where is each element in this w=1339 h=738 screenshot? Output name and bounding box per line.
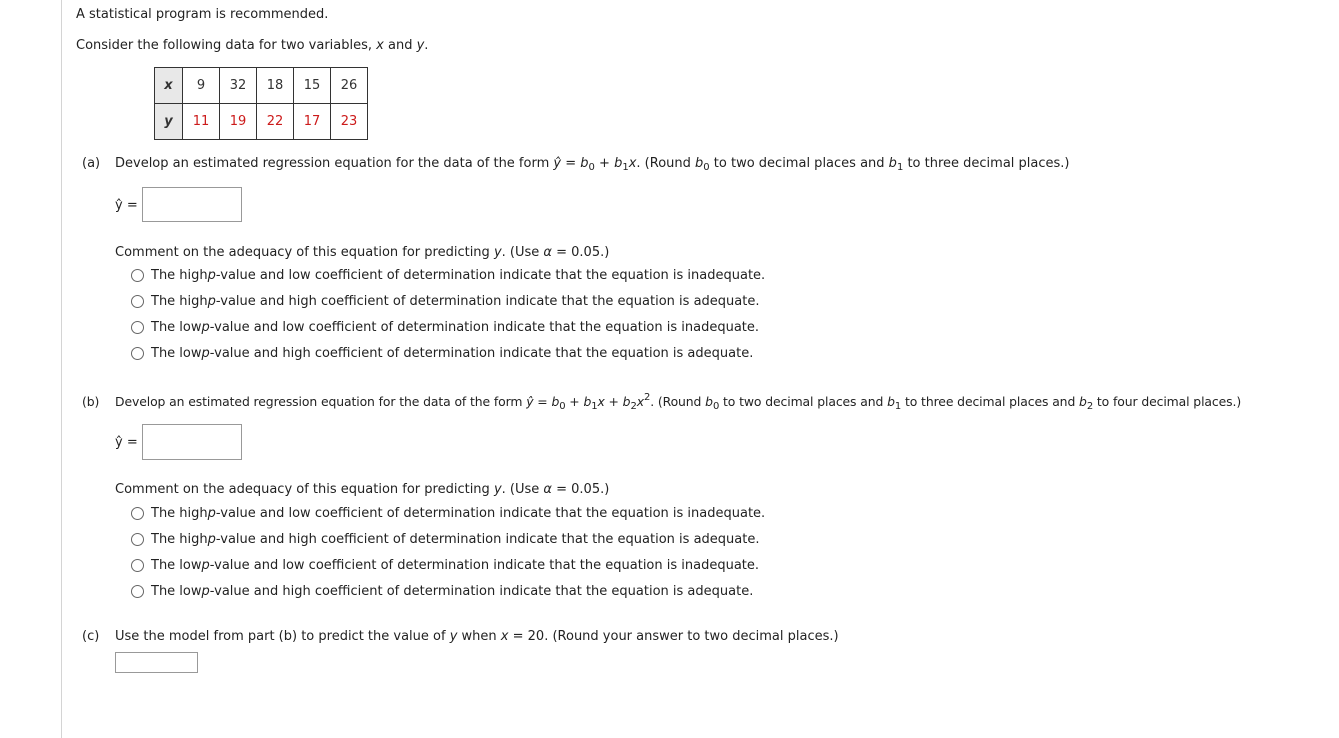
part-b-option-4[interactable]: The low p -value and high coefficient of determination indicate that the equation is adequate. bbox=[131, 584, 753, 599]
part-b-option-3[interactable]: The low p -value and low coefficient of determination indicate that the equation is inadequate. bbox=[131, 558, 759, 573]
y-value: 19 bbox=[220, 104, 257, 140]
radio-button[interactable] bbox=[131, 533, 144, 546]
y-header: y bbox=[155, 104, 183, 140]
part-b-equation-input[interactable] bbox=[142, 424, 242, 460]
part-b-comment-prompt: Comment on the adequacy of this equation for predicting y. (Use α = 0.05.) bbox=[115, 482, 610, 497]
x-value: 15 bbox=[294, 68, 331, 104]
radio-button[interactable] bbox=[131, 347, 144, 360]
y-value: 22 bbox=[257, 104, 294, 140]
x-value: 26 bbox=[331, 68, 368, 104]
part-b-yhat-label: ŷ = bbox=[115, 435, 138, 450]
y-value: 17 bbox=[294, 104, 331, 140]
part-a-equation-input[interactable] bbox=[142, 187, 242, 222]
part-c-question: (c) Use the model from part (b) to predict the value of y when x = 20. (Round your answer to two decimal places.) bbox=[82, 629, 839, 644]
part-b-option-2[interactable]: The high p -value and high coefficient of determination indicate that the equation is adequate. bbox=[131, 532, 759, 547]
part-a-comment-prompt: Comment on the adequacy of this equation for predicting y. (Use α = 0.05.) bbox=[115, 245, 610, 260]
part-a-question: (a) Develop an estimated regression equation for the data of the form ŷ = $b_0 + b_1x$. (Round $b_0$ to two decimal places and $b_1$ to three decimal places.) bbox=[82, 156, 1070, 173]
part-a-option-3[interactable]: The low p -value and low coefficient of determination indicate that the equation is inadequate. bbox=[131, 320, 759, 335]
part-a-option-1[interactable]: The high p -value and low coefficient of determination indicate that the equation is inadequate. bbox=[131, 268, 765, 283]
part-b-question: (b) Develop an estimated regression equation for the data of the form ŷ = $b_0 + b_1x + b_2x^2$. (Round $b_0$ to two decimal places and $b_1$ to three decimal places and $b_2$ to four decimal places.) bbox=[82, 392, 1242, 412]
part-a-option-4[interactable]: The low p -value and high coefficient of determination indicate that the equation is adequate. bbox=[131, 346, 753, 361]
part-b-option-1[interactable]: The high p -value and low coefficient of determination indicate that the equation is inadequate. bbox=[131, 506, 765, 521]
recommend-text: A statistical program is recommended. bbox=[76, 7, 329, 22]
x-value: 18 bbox=[257, 68, 294, 104]
left-divider bbox=[61, 0, 62, 738]
x-value: 32 bbox=[220, 68, 257, 104]
radio-button[interactable] bbox=[131, 321, 144, 334]
radio-button[interactable] bbox=[131, 585, 144, 598]
y-value: 11 bbox=[183, 104, 220, 140]
x-value: 9 bbox=[183, 68, 220, 104]
x-row bbox=[155, 68, 368, 104]
part-a-yhat-label: ŷ = bbox=[115, 198, 138, 213]
part-a-option-2[interactable]: The high p -value and high coefficient of determination indicate that the equation is adequate. bbox=[131, 294, 759, 309]
x-header: x bbox=[155, 68, 183, 104]
radio-button[interactable] bbox=[131, 507, 144, 520]
data-table bbox=[154, 67, 368, 140]
y-row bbox=[155, 104, 368, 140]
y-value: 23 bbox=[331, 104, 368, 140]
part-c-prediction-input[interactable] bbox=[115, 652, 198, 673]
intro-text: Consider the following data for two variables, x and y. bbox=[76, 38, 429, 53]
radio-button[interactable] bbox=[131, 559, 144, 572]
radio-button[interactable] bbox=[131, 295, 144, 308]
radio-button[interactable] bbox=[131, 269, 144, 282]
